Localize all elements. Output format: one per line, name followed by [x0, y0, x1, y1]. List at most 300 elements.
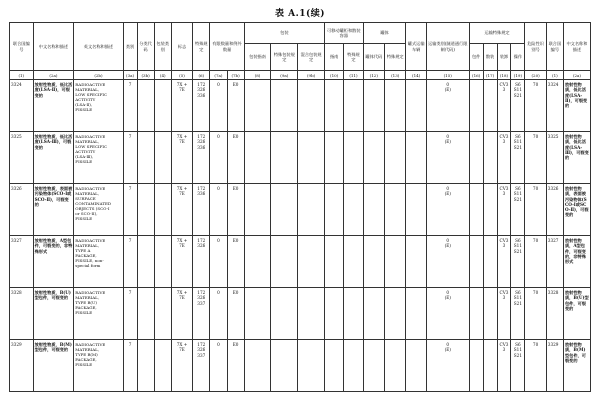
col-tank-instr: 指南 [325, 44, 344, 71]
en-name-cell-line: MATERIAL, [75, 347, 100, 352]
limited-quantity-cell: 0 [210, 236, 227, 288]
packing-group-cell [154, 288, 171, 340]
transport-category-cell [426, 132, 469, 184]
cn-name-cell: 放射性物质，表面被污染物体(SCO-Ⅰ或SCO-Ⅱ)，可裂变的 [33, 184, 74, 236]
class-cell: 7 [123, 288, 137, 340]
transport-category-cell-line: 0 [446, 186, 450, 191]
special-provision-cell-line: 326 [197, 347, 206, 353]
empty-cell [298, 340, 325, 392]
col-transport-cat: 运输类别(隧道通行限制代码) [426, 23, 469, 71]
bulk-cell [483, 340, 497, 392]
en-name-cell [74, 80, 123, 132]
en-name-cell-line: CONTAMINATED [75, 201, 112, 206]
en-name-cell-line: RADIOACTIVE [75, 342, 106, 347]
special-provision-cell [193, 80, 210, 132]
empty-cell [298, 80, 325, 132]
label-cell-line: 7E [179, 347, 185, 353]
label-cell-line: 7E [179, 191, 185, 197]
en-name-cell-line: special form [75, 263, 101, 268]
un-number-cell-2: 3329 [546, 340, 563, 392]
en-name-cell [74, 132, 123, 184]
en-name-cell-line: RADIOACTIVE [75, 186, 106, 191]
empty-cell [325, 80, 344, 132]
un-number-cell-2: 3324 [546, 80, 563, 132]
empty-cell [406, 288, 426, 340]
un-number-cell-2: 3325 [546, 132, 563, 184]
col-pack-instr: 包装指南 [244, 44, 271, 71]
table-row [10, 80, 591, 132]
table-row [10, 288, 591, 340]
empty-cell [244, 340, 271, 392]
column-number: (14) [406, 71, 426, 80]
empty-cell [406, 184, 426, 236]
limited-quantity-cell: 0 [210, 132, 227, 184]
operation-cell-line: S11 [513, 347, 522, 353]
bulk-cell [483, 132, 497, 184]
special-provision-cell [193, 132, 210, 184]
en-name-cell-line: MATERIAL, [75, 139, 100, 144]
special-provision-cell-line: 172 [197, 82, 206, 87]
special-provision-cell [193, 340, 210, 392]
transport-category-cell-line: 0 [446, 134, 450, 139]
un-number-cell-2: 3326 [546, 184, 563, 236]
col-en-name: 英文名称和描述 [74, 23, 123, 71]
un-number-cell-2: 3327 [546, 236, 563, 288]
loading-cell: CV33 [497, 236, 511, 288]
packing-group-cell [154, 236, 171, 288]
transport-category-cell-line: (E) [444, 87, 451, 93]
operation-cell-line: S6 [515, 290, 521, 295]
dangerous-goods-table [9, 22, 591, 392]
label-cell [171, 80, 192, 132]
special-provision-cell [193, 184, 210, 236]
cn-name-cell: 放射性物质，A型包件，可裂变的，非特殊形式 [33, 236, 74, 288]
col-loading: 装卸 [497, 44, 511, 71]
excepted-quantity-cell: E0 [227, 80, 244, 132]
en-name-cell-line: (LSA-Ⅱ), [75, 102, 93, 107]
empty-cell [406, 132, 426, 184]
limited-quantity-cell: 0 [210, 340, 227, 392]
group-vehicle-tank: 罐体 [363, 23, 406, 44]
special-provision-cell [193, 288, 210, 340]
label-cell-line: 7E [179, 139, 185, 145]
transport-category-cell-line: (E) [444, 243, 451, 249]
column-number: (17) [483, 71, 497, 80]
transport-category-cell-line: 0 [446, 342, 450, 347]
col-hazard-id: 危险性识别号 [525, 23, 546, 71]
en-name-cell-line: TYPE A [75, 248, 91, 253]
loading-cell: CV33 [497, 340, 511, 392]
excepted-quantity-cell: E0 [227, 288, 244, 340]
en-name-cell-line: RADIOACTIVE [75, 134, 106, 139]
empty-cell [385, 340, 406, 392]
excepted-quantity-cell: E0 [227, 340, 244, 392]
special-provision-cell-line: 326 [197, 295, 206, 301]
empty-cell [385, 288, 406, 340]
column-number: (3a) [123, 71, 137, 80]
empty-cell [344, 288, 363, 340]
empty-cell [406, 340, 426, 392]
en-name-cell-line: MATERIAL, [75, 295, 100, 300]
special-provision-cell-line: 337 [197, 352, 206, 358]
column-number: (3b) [137, 71, 154, 80]
empty-cell [325, 340, 344, 392]
en-name-cell-line: MATERIAL, [75, 243, 100, 248]
en-name-cell [74, 236, 123, 288]
empty-cell [244, 184, 271, 236]
operation-cell-line: S11 [513, 87, 522, 93]
packages-cell [469, 236, 483, 288]
empty-cell [271, 132, 298, 184]
un-number-cell-2: 3328 [546, 288, 563, 340]
transport-category-cell-line: 0 [446, 238, 450, 243]
excepted-quantity-cell: E0 [227, 184, 244, 236]
empty-cell [344, 80, 363, 132]
special-provision-cell [193, 236, 210, 288]
en-name-cell-line: LOW SPECIFIC [75, 92, 108, 97]
limited-quantity-cell: 0 [210, 80, 227, 132]
en-name-cell-line: FISSILE [75, 216, 93, 221]
col-vt-sp: 特殊规定 [385, 44, 406, 71]
empty-cell [244, 132, 271, 184]
transport-category-cell [426, 340, 469, 392]
un-number-cell: 3328 [10, 288, 34, 340]
special-provision-cell-line: 336 [197, 191, 206, 197]
column-number: (19) [511, 71, 525, 80]
operation-cell-line: S11 [513, 191, 522, 197]
packages-cell [469, 288, 483, 340]
column-number: (1) [10, 71, 34, 80]
column-number: (7a) [210, 71, 227, 80]
loading-cell: CV33 [497, 288, 511, 340]
operation-cell [511, 184, 525, 236]
packages-cell [469, 184, 483, 236]
en-name-cell-line: FISSILE [75, 159, 93, 164]
group-transport-special: 运输特殊规定 [469, 23, 525, 44]
column-number: (5) [171, 71, 192, 80]
en-name-cell-line: TYPE B(U) [75, 300, 97, 305]
label-cell [171, 340, 192, 392]
packages-cell [469, 340, 483, 392]
col-mixed: 混合包装规定 [298, 44, 325, 71]
column-number: (11) [344, 71, 363, 80]
column-number: (2a) [33, 71, 74, 80]
special-provision-cell-line: 172 [197, 186, 206, 191]
operation-cell-line: S11 [513, 243, 522, 249]
empty-cell [385, 236, 406, 288]
empty-cell [363, 184, 384, 236]
label-cell [171, 236, 192, 288]
cn-name-cell-2: 放射性物质，低比活度(LSA-Ⅱ)，可裂变的 [563, 80, 590, 132]
class-cell: 7 [123, 80, 137, 132]
transport-category-cell-line: (E) [444, 347, 451, 353]
column-number-row [10, 71, 591, 80]
en-name-cell [74, 288, 123, 340]
class-cell: 7 [123, 236, 137, 288]
operation-cell-line: S6 [515, 238, 521, 243]
table-title: 表 A.1(续) [274, 9, 326, 19]
cn-name-cell-2: 放射性物质，B(U)型包件，可裂变的 [563, 288, 590, 340]
hazard-id-cell: 70 [525, 288, 546, 340]
column-number: (12) [363, 71, 384, 80]
operation-cell [511, 80, 525, 132]
en-name-cell-line: or SCO-II), [75, 211, 98, 216]
transport-category-cell-line: 0 [446, 82, 450, 87]
label-cell-line: 7X + [176, 238, 188, 243]
operation-cell-line: S6 [515, 82, 521, 87]
transport-category-cell-line: (E) [444, 191, 451, 197]
empty-cell [385, 80, 406, 132]
label-cell-line: 7E [179, 243, 185, 249]
empty-cell [298, 288, 325, 340]
hazard-id-cell: 70 [525, 236, 546, 288]
empty-cell [298, 132, 325, 184]
operation-cell-line: S21 [513, 300, 522, 306]
table-row [10, 340, 591, 392]
special-provision-cell-line: 326 [197, 243, 206, 249]
special-provision-cell-line: 336 [197, 92, 206, 98]
en-name-cell [74, 340, 123, 392]
operation-cell-line: S21 [513, 196, 522, 202]
packages-cell [469, 80, 483, 132]
col-un-no: 联合国编号 [10, 23, 34, 71]
empty-cell [363, 236, 384, 288]
bulk-cell [483, 184, 497, 236]
un-number-cell: 3324 [10, 80, 34, 132]
en-name-cell-line: FISSILE, non- [75, 258, 104, 263]
en-name-cell-line: PACKAGE, [75, 305, 97, 310]
en-name-cell-line: RADIOACTIVE [75, 238, 106, 243]
cn-name-cell-2: 放射性物质，表面被污染物体(SCO-Ⅰ或SCO-Ⅱ)，可裂变的 [563, 184, 590, 236]
en-name-cell-line: FISSILE [75, 362, 93, 367]
cn-name-cell: 放射性物质，低比活度(LSA-Ⅱ)，可裂变的 [33, 80, 74, 132]
empty-cell [298, 236, 325, 288]
hazard-id-cell: 70 [525, 132, 546, 184]
table-row [10, 132, 591, 184]
column-number: (4) [154, 71, 171, 80]
empty-cell [344, 132, 363, 184]
en-name-cell-line: SURFACE [75, 196, 96, 201]
label-cell [171, 184, 192, 236]
column-number: (10) [325, 71, 344, 80]
operation-cell [511, 236, 525, 288]
group-tank: 可移动罐柜和散装容器 [325, 23, 364, 44]
col-lq: 有限数量和例外数量 [210, 23, 244, 71]
un-number-cell: 3326 [10, 184, 34, 236]
group-packaging: 包装 [244, 23, 324, 44]
class-code-cell [137, 236, 154, 288]
column-number: (1) [546, 71, 563, 80]
empty-cell [344, 184, 363, 236]
table-row [10, 236, 591, 288]
empty-cell [363, 340, 384, 392]
col-bulk: 散装 [483, 44, 497, 71]
empty-cell [244, 80, 271, 132]
un-number-cell: 3329 [10, 340, 34, 392]
loading-cell: CV33 [497, 184, 511, 236]
table-body [10, 80, 591, 392]
col-class-code: 分类代码 [137, 23, 154, 71]
class-code-cell [137, 184, 154, 236]
en-name-cell-line: ACTIVITY [75, 97, 96, 102]
empty-cell [363, 132, 384, 184]
packing-group-cell [154, 184, 171, 236]
transport-category-cell [426, 184, 469, 236]
empty-cell [325, 184, 344, 236]
label-cell-line: 7X + [176, 134, 188, 139]
col-pack-sp: 特殊包装规定 [271, 44, 298, 71]
operation-cell [511, 132, 525, 184]
un-number-cell: 3327 [10, 236, 34, 288]
excepted-quantity-cell: E0 [227, 132, 244, 184]
operation-cell [511, 340, 525, 392]
col-cn-name-2: 中文名称和描述 [563, 23, 590, 71]
empty-cell [271, 288, 298, 340]
en-name-cell-line: FISSILE [75, 107, 93, 112]
label-cell-line: 7X + [176, 290, 188, 295]
packing-group-cell [154, 340, 171, 392]
transport-category-cell-line: (E) [444, 295, 451, 301]
label-cell-line: 7X + [176, 186, 188, 191]
column-number: (7b) [227, 71, 244, 80]
hazard-id-cell: 70 [525, 184, 546, 236]
un-number-cell: 3325 [10, 132, 34, 184]
empty-cell [344, 236, 363, 288]
label-cell-line: 7E [179, 87, 185, 93]
column-number: (6) [193, 71, 210, 80]
packages-cell [469, 132, 483, 184]
label-cell [171, 132, 192, 184]
class-cell: 7 [123, 340, 137, 392]
empty-cell [298, 184, 325, 236]
cn-name-cell-2: 放射性物质，A型包件，可裂变的，非特殊形式 [563, 236, 590, 288]
packing-group-cell [154, 132, 171, 184]
column-number: (15) [426, 71, 469, 80]
empty-cell [325, 132, 344, 184]
en-name-cell-line: ACTIVITY [75, 149, 96, 154]
col-tank-sp: 特殊规定 [344, 44, 363, 71]
column-number: (8) [244, 71, 271, 80]
operation-cell-line: S21 [513, 248, 522, 254]
operation-cell-line: S6 [515, 342, 521, 347]
special-provision-cell-line: 172 [197, 238, 206, 243]
en-name-cell-line: OBJECTS (SCO-I [75, 206, 110, 211]
en-name-cell-line: RADIOACTIVE [75, 82, 106, 87]
class-code-cell [137, 132, 154, 184]
col-un-no-2: 联合国编号 [546, 23, 563, 71]
operation-cell-line: S11 [513, 139, 522, 145]
bulk-cell [483, 236, 497, 288]
column-number: (18) [497, 71, 511, 80]
special-provision-cell-line: 326 [197, 139, 206, 145]
operation-cell-line: S6 [515, 134, 521, 139]
empty-cell [271, 80, 298, 132]
col-sp: 特殊规定 [193, 23, 210, 71]
special-provision-cell-line: 172 [197, 290, 206, 295]
col-vt-code: 罐体代码 [363, 44, 384, 71]
transport-category-cell [426, 80, 469, 132]
column-number: (9a) [271, 71, 298, 80]
en-name-cell-line: LOW SPECIFIC [75, 144, 108, 149]
empty-cell [406, 236, 426, 288]
col-operation: 操作 [511, 44, 525, 71]
empty-cell [271, 184, 298, 236]
label-cell-line: 7X + [176, 82, 188, 87]
class-cell: 7 [123, 132, 137, 184]
operation-cell-line: S11 [513, 295, 522, 301]
transport-category-cell-line: (E) [444, 139, 451, 145]
hazard-id-cell: 70 [525, 340, 546, 392]
special-provision-cell-line: 336 [197, 144, 206, 150]
col-vehicle: 罐式运输车辆 [406, 23, 426, 71]
operation-cell-line: S21 [513, 144, 522, 150]
class-code-cell [137, 80, 154, 132]
empty-cell [244, 236, 271, 288]
operation-cell-line: S21 [513, 92, 522, 98]
transport-category-cell-line: 0 [446, 290, 450, 295]
col-class: 类别 [123, 23, 137, 71]
empty-cell [406, 80, 426, 132]
column-number: (9b) [298, 71, 325, 80]
class-cell: 7 [123, 184, 137, 236]
cn-name-cell-2: 放射性物质，B(M)型包件，可裂变的 [563, 340, 590, 392]
special-provision-cell-line: 172 [197, 342, 206, 347]
operation-cell-line: S21 [513, 352, 522, 358]
cn-name-cell: 放射性物质，B(U)型包件，可裂变的 [33, 288, 74, 340]
transport-category-cell [426, 288, 469, 340]
limited-quantity-cell: 0 [210, 288, 227, 340]
column-number: (20) [525, 71, 546, 80]
empty-cell [385, 132, 406, 184]
label-cell [171, 288, 192, 340]
col-cn-name: 中文名称和描述 [33, 23, 74, 71]
label-cell-line: 7E [179, 295, 185, 301]
hazard-id-cell: 70 [525, 80, 546, 132]
cn-name-cell: 放射性物质，B(M)型包件，可裂变的 [33, 340, 74, 392]
empty-cell [385, 184, 406, 236]
operation-cell [511, 288, 525, 340]
en-name-cell-line: (LSA-Ⅲ), [75, 154, 94, 159]
column-number: (13) [385, 71, 406, 80]
empty-cell [363, 288, 384, 340]
column-number: (2b) [74, 71, 123, 80]
empty-cell [271, 340, 298, 392]
bulk-cell [483, 288, 497, 340]
special-provision-cell-line: 326 [197, 87, 206, 93]
column-number: (16) [469, 71, 483, 80]
cn-name-cell-2: 放射性物质，低比活度(LSA-Ⅲ)，可裂变的 [563, 132, 590, 184]
loading-cell: CV33 [497, 132, 511, 184]
cn-name-cell: 放射性物质，低比活度(LSA-Ⅲ)，可裂变的 [33, 132, 74, 184]
en-name-cell-line: MATERIAL, [75, 87, 100, 92]
col-pg: 包装类别 [154, 23, 171, 71]
special-provision-cell-line: 172 [197, 134, 206, 139]
en-name-cell-line: PACKAGE, [75, 253, 97, 258]
limited-quantity-cell: 0 [210, 184, 227, 236]
table-row [10, 184, 591, 236]
empty-cell [325, 236, 344, 288]
class-code-cell [137, 340, 154, 392]
en-name-cell-line: MATERIAL, [75, 191, 100, 196]
en-name-cell-line: TYPE B(M) [75, 352, 98, 357]
col-label: 标志 [171, 23, 192, 71]
en-name-cell-line: PACKAGE, [75, 357, 97, 362]
en-name-cell-line: FISSILE [75, 310, 93, 315]
special-provision-cell-line: 337 [197, 300, 206, 306]
loading-cell: CV33 [497, 80, 511, 132]
class-code-cell [137, 288, 154, 340]
empty-cell [271, 236, 298, 288]
